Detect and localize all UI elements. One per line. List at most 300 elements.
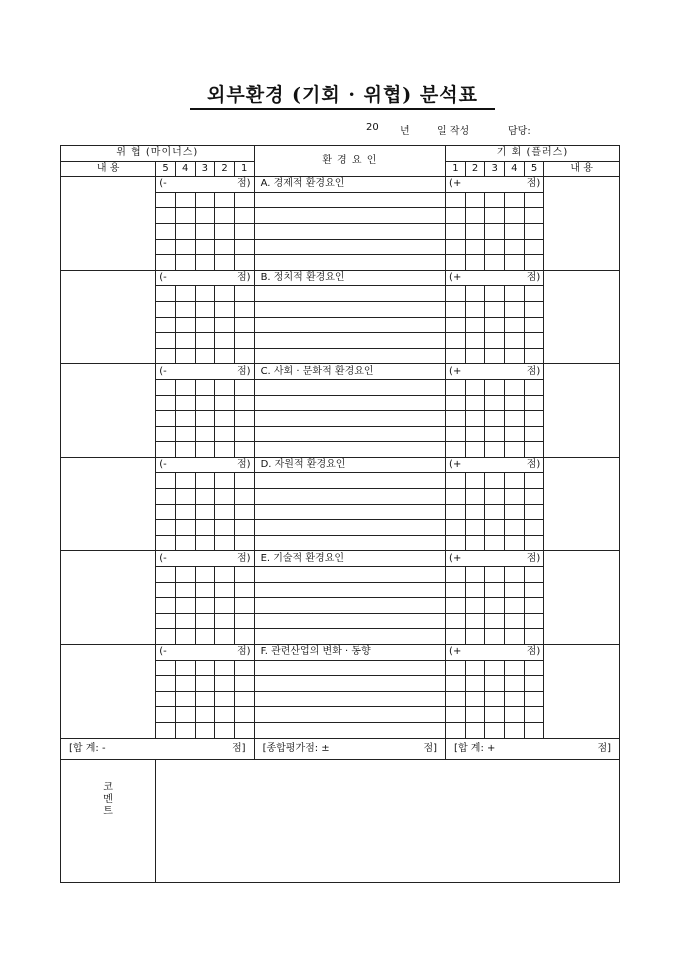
opp-score-cell[interactable] [505,208,525,224]
opp-score-cell[interactable] [524,255,544,271]
opp-score-cell[interactable] [446,286,466,302]
threat-score-cell[interactable] [234,567,254,583]
opp-score-cell[interactable] [465,473,485,489]
opp-score-cell[interactable] [465,255,485,271]
factor-item-cell[interactable] [254,567,445,583]
factor-item-cell[interactable] [254,255,445,271]
factor-item-cell[interactable] [254,691,445,707]
threat-score-cell[interactable] [156,473,176,489]
opp-score-cell[interactable] [446,567,466,583]
threat-content-cell[interactable] [61,645,156,739]
opp-score-cell[interactable] [524,379,544,395]
threat-score-cell[interactable] [195,520,215,536]
threat-score-cell[interactable] [195,333,215,349]
opp-score-cell[interactable] [505,489,525,505]
threat-score-cell[interactable] [234,489,254,505]
threat-score-cell[interactable] [175,535,195,551]
factor-item-cell[interactable] [254,333,445,349]
opp-score-cell[interactable] [446,722,466,738]
threat-score-cell[interactable] [234,442,254,458]
opp-score-cell[interactable] [485,582,505,598]
opp-score-cell[interactable] [524,691,544,707]
opp-score-cell[interactable] [485,691,505,707]
opp-score-cell[interactable] [465,535,485,551]
opp-score-cell[interactable] [524,223,544,239]
threat-score-cell[interactable] [195,660,215,676]
opp-score-cell[interactable] [485,613,505,629]
opportunity-content-cell[interactable] [544,364,620,458]
threat-score-cell[interactable] [195,208,215,224]
threat-score-cell[interactable] [156,676,176,692]
opp-score-cell[interactable] [505,567,525,583]
opp-score-cell[interactable] [446,255,466,271]
threat-score-cell[interactable] [215,255,235,271]
opp-score-cell[interactable] [485,722,505,738]
factor-item-cell[interactable] [254,442,445,458]
comment-area[interactable] [156,759,620,882]
opp-score-cell[interactable] [446,333,466,349]
threat-score-cell[interactable] [195,317,215,333]
opp-score-cell[interactable] [524,535,544,551]
opp-score-cell[interactable] [446,239,466,255]
opp-score-cell[interactable] [524,395,544,411]
threat-score-cell[interactable] [215,520,235,536]
threat-score-cell[interactable] [195,426,215,442]
threat-score-cell[interactable] [175,333,195,349]
threat-score-cell[interactable] [175,613,195,629]
opp-score-cell[interactable] [485,208,505,224]
opp-score-cell[interactable] [524,301,544,317]
threat-score-cell[interactable] [175,567,195,583]
threat-score-cell[interactable] [175,598,195,614]
threat-score-cell[interactable] [156,489,176,505]
opp-score-cell[interactable] [446,489,466,505]
threat-score-cell[interactable] [175,722,195,738]
factor-item-cell[interactable] [254,722,445,738]
threat-score-cell[interactable] [195,613,215,629]
opp-score-cell[interactable] [446,411,466,427]
opp-score-cell[interactable] [465,504,485,520]
threat-score-cell[interactable] [156,613,176,629]
opp-score-cell[interactable] [505,613,525,629]
opp-score-cell[interactable] [524,613,544,629]
threat-score-cell[interactable] [215,722,235,738]
opportunity-content-cell[interactable] [544,270,620,364]
threat-score-cell[interactable] [175,489,195,505]
opp-score-cell[interactable] [485,379,505,395]
threat-score-cell[interactable] [156,520,176,536]
opp-score-cell[interactable] [485,317,505,333]
threat-score-cell[interactable] [215,473,235,489]
threat-score-cell[interactable] [234,520,254,536]
threat-score-cell[interactable] [156,301,176,317]
factor-item-cell[interactable] [254,660,445,676]
threat-score-cell[interactable] [195,567,215,583]
threat-score-cell[interactable] [234,317,254,333]
opp-score-cell[interactable] [524,520,544,536]
opp-score-cell[interactable] [465,629,485,645]
opp-score-cell[interactable] [465,333,485,349]
threat-score-cell[interactable] [215,286,235,302]
threat-score-cell[interactable] [234,722,254,738]
threat-score-cell[interactable] [195,504,215,520]
opp-score-cell[interactable] [524,239,544,255]
threat-score-cell[interactable] [215,395,235,411]
threat-content-cell[interactable] [61,270,156,364]
threat-score-cell[interactable] [215,707,235,723]
threat-score-cell[interactable] [156,504,176,520]
threat-score-cell[interactable] [156,379,176,395]
opp-score-cell[interactable] [485,426,505,442]
threat-score-cell[interactable] [156,192,176,208]
factor-item-cell[interactable] [254,286,445,302]
threat-score-cell[interactable] [215,317,235,333]
opp-score-cell[interactable] [485,598,505,614]
threat-score-cell[interactable] [156,317,176,333]
threat-score-cell[interactable] [195,442,215,458]
opp-score-cell[interactable] [465,301,485,317]
threat-score-cell[interactable] [156,239,176,255]
opp-score-cell[interactable] [446,395,466,411]
threat-score-cell[interactable] [234,239,254,255]
threat-score-cell[interactable] [195,301,215,317]
opp-score-cell[interactable] [446,504,466,520]
threat-score-cell[interactable] [175,379,195,395]
threat-score-cell[interactable] [175,520,195,536]
threat-score-cell[interactable] [156,707,176,723]
threat-score-cell[interactable] [175,395,195,411]
opportunity-content-cell[interactable] [544,551,620,645]
factor-item-cell[interactable] [254,473,445,489]
threat-score-cell[interactable] [175,208,195,224]
opp-score-cell[interactable] [524,598,544,614]
threat-content-cell[interactable] [61,177,156,271]
threat-score-cell[interactable] [175,582,195,598]
opp-score-cell[interactable] [446,192,466,208]
opp-score-cell[interactable] [465,691,485,707]
threat-score-cell[interactable] [156,255,176,271]
threat-score-cell[interactable] [175,348,195,364]
opp-score-cell[interactable] [446,582,466,598]
threat-score-cell[interactable] [175,676,195,692]
opp-score-cell[interactable] [505,239,525,255]
factor-item-cell[interactable] [254,317,445,333]
opp-score-cell[interactable] [465,223,485,239]
threat-score-cell[interactable] [195,379,215,395]
opp-score-cell[interactable] [485,676,505,692]
opp-score-cell[interactable] [465,348,485,364]
threat-score-cell[interactable] [175,426,195,442]
threat-score-cell[interactable] [215,348,235,364]
opp-score-cell[interactable] [505,504,525,520]
opp-score-cell[interactable] [446,442,466,458]
opp-score-cell[interactable] [446,223,466,239]
opp-score-cell[interactable] [485,567,505,583]
opp-score-cell[interactable] [446,348,466,364]
opp-score-cell[interactable] [465,722,485,738]
threat-score-cell[interactable] [215,567,235,583]
threat-score-cell[interactable] [234,395,254,411]
opp-score-cell[interactable] [465,442,485,458]
opp-score-cell[interactable] [505,395,525,411]
opp-score-cell[interactable] [524,722,544,738]
opp-score-cell[interactable] [524,286,544,302]
threat-score-cell[interactable] [215,613,235,629]
threat-score-cell[interactable] [234,192,254,208]
factor-item-cell[interactable] [254,208,445,224]
opp-score-cell[interactable] [485,473,505,489]
factor-item-cell[interactable] [254,520,445,536]
threat-score-cell[interactable] [175,473,195,489]
threat-score-cell[interactable] [156,395,176,411]
threat-score-cell[interactable] [156,208,176,224]
threat-score-cell[interactable] [215,489,235,505]
factor-item-cell[interactable] [254,411,445,427]
opp-score-cell[interactable] [465,707,485,723]
threat-score-cell[interactable] [234,348,254,364]
threat-score-cell[interactable] [156,691,176,707]
factor-item-cell[interactable] [254,192,445,208]
threat-score-cell[interactable] [195,411,215,427]
opp-score-cell[interactable] [505,691,525,707]
opp-score-cell[interactable] [485,411,505,427]
opp-score-cell[interactable] [485,535,505,551]
opp-score-cell[interactable] [446,629,466,645]
opportunity-content-cell[interactable] [544,177,620,271]
opp-score-cell[interactable] [505,286,525,302]
opp-score-cell[interactable] [505,598,525,614]
threat-score-cell[interactable] [234,629,254,645]
opp-score-cell[interactable] [524,411,544,427]
opp-score-cell[interactable] [505,629,525,645]
threat-score-cell[interactable] [175,691,195,707]
opp-score-cell[interactable] [505,676,525,692]
threat-score-cell[interactable] [234,286,254,302]
opp-score-cell[interactable] [524,442,544,458]
factor-item-cell[interactable] [254,239,445,255]
threat-score-cell[interactable] [195,255,215,271]
threat-score-cell[interactable] [156,333,176,349]
opportunity-content-cell[interactable] [544,645,620,739]
factor-item-cell[interactable] [254,535,445,551]
threat-score-cell[interactable] [215,629,235,645]
threat-score-cell[interactable] [234,426,254,442]
threat-score-cell[interactable] [215,504,235,520]
threat-score-cell[interactable] [195,473,215,489]
opp-score-cell[interactable] [446,379,466,395]
threat-score-cell[interactable] [175,286,195,302]
opp-score-cell[interactable] [446,613,466,629]
opp-score-cell[interactable] [465,208,485,224]
threat-score-cell[interactable] [215,535,235,551]
threat-score-cell[interactable] [215,208,235,224]
threat-score-cell[interactable] [175,239,195,255]
opp-score-cell[interactable] [524,426,544,442]
threat-score-cell[interactable] [156,426,176,442]
threat-score-cell[interactable] [195,722,215,738]
threat-score-cell[interactable] [156,567,176,583]
opp-score-cell[interactable] [524,660,544,676]
opp-score-cell[interactable] [505,426,525,442]
threat-score-cell[interactable] [234,333,254,349]
factor-item-cell[interactable] [254,582,445,598]
factor-item-cell[interactable] [254,504,445,520]
threat-score-cell[interactable] [195,691,215,707]
opp-score-cell[interactable] [485,629,505,645]
threat-score-cell[interactable] [195,395,215,411]
opp-score-cell[interactable] [524,567,544,583]
factor-item-cell[interactable] [254,426,445,442]
opp-score-cell[interactable] [505,520,525,536]
threat-score-cell[interactable] [175,504,195,520]
opp-score-cell[interactable] [485,348,505,364]
threat-score-cell[interactable] [195,707,215,723]
threat-score-cell[interactable] [175,301,195,317]
threat-score-cell[interactable] [215,301,235,317]
threat-score-cell[interactable] [234,255,254,271]
opp-score-cell[interactable] [465,660,485,676]
threat-score-cell[interactable] [195,629,215,645]
threat-score-cell[interactable] [156,348,176,364]
factor-item-cell[interactable] [254,489,445,505]
threat-score-cell[interactable] [215,223,235,239]
opp-score-cell[interactable] [465,489,485,505]
opp-score-cell[interactable] [465,286,485,302]
threat-score-cell[interactable] [215,192,235,208]
threat-score-cell[interactable] [215,442,235,458]
factor-item-cell[interactable] [254,395,445,411]
threat-score-cell[interactable] [156,660,176,676]
threat-score-cell[interactable] [175,629,195,645]
opp-score-cell[interactable] [446,520,466,536]
opp-score-cell[interactable] [505,473,525,489]
factor-item-cell[interactable] [254,301,445,317]
opp-score-cell[interactable] [446,317,466,333]
opp-score-cell[interactable] [446,707,466,723]
threat-content-cell[interactable] [61,364,156,458]
factor-item-cell[interactable] [254,223,445,239]
threat-score-cell[interactable] [215,426,235,442]
opportunity-content-cell[interactable] [544,457,620,551]
threat-score-cell[interactable] [234,676,254,692]
threat-content-cell[interactable] [61,551,156,645]
opp-score-cell[interactable] [485,333,505,349]
opp-score-cell[interactable] [446,426,466,442]
threat-score-cell[interactable] [215,333,235,349]
threat-score-cell[interactable] [234,613,254,629]
threat-score-cell[interactable] [175,411,195,427]
threat-score-cell[interactable] [195,223,215,239]
opp-score-cell[interactable] [465,239,485,255]
threat-score-cell[interactable] [175,317,195,333]
threat-score-cell[interactable] [215,239,235,255]
opp-score-cell[interactable] [524,629,544,645]
opp-score-cell[interactable] [465,567,485,583]
opp-score-cell[interactable] [465,317,485,333]
opp-score-cell[interactable] [446,598,466,614]
threat-score-cell[interactable] [195,192,215,208]
threat-score-cell[interactable] [234,535,254,551]
threat-score-cell[interactable] [215,582,235,598]
opp-score-cell[interactable] [505,722,525,738]
threat-score-cell[interactable] [175,707,195,723]
opp-score-cell[interactable] [524,473,544,489]
threat-score-cell[interactable] [215,379,235,395]
opp-score-cell[interactable] [446,676,466,692]
opp-score-cell[interactable] [446,691,466,707]
opp-score-cell[interactable] [485,660,505,676]
opp-score-cell[interactable] [485,442,505,458]
opp-score-cell[interactable] [465,379,485,395]
threat-score-cell[interactable] [195,582,215,598]
opp-score-cell[interactable] [446,473,466,489]
opp-score-cell[interactable] [524,489,544,505]
threat-score-cell[interactable] [175,192,195,208]
opp-score-cell[interactable] [524,317,544,333]
threat-score-cell[interactable] [215,691,235,707]
opp-score-cell[interactable] [505,317,525,333]
opp-score-cell[interactable] [446,301,466,317]
opp-score-cell[interactable] [524,707,544,723]
threat-score-cell[interactable] [234,223,254,239]
threat-score-cell[interactable] [175,442,195,458]
opp-score-cell[interactable] [505,582,525,598]
factor-item-cell[interactable] [254,379,445,395]
opp-score-cell[interactable] [446,535,466,551]
threat-score-cell[interactable] [234,473,254,489]
threat-score-cell[interactable] [156,722,176,738]
factor-item-cell[interactable] [254,613,445,629]
threat-score-cell[interactable] [156,411,176,427]
threat-score-cell[interactable] [156,598,176,614]
threat-score-cell[interactable] [195,535,215,551]
threat-score-cell[interactable] [195,676,215,692]
opp-score-cell[interactable] [505,301,525,317]
threat-score-cell[interactable] [175,223,195,239]
opp-score-cell[interactable] [446,208,466,224]
threat-score-cell[interactable] [234,691,254,707]
opp-score-cell[interactable] [485,255,505,271]
threat-score-cell[interactable] [215,598,235,614]
opp-score-cell[interactable] [485,286,505,302]
threat-score-cell[interactable] [156,629,176,645]
opp-score-cell[interactable] [505,333,525,349]
threat-score-cell[interactable] [195,239,215,255]
opp-score-cell[interactable] [465,192,485,208]
opp-score-cell[interactable] [524,192,544,208]
threat-score-cell[interactable] [234,379,254,395]
opp-score-cell[interactable] [505,348,525,364]
opp-score-cell[interactable] [485,192,505,208]
threat-score-cell[interactable] [234,504,254,520]
opp-score-cell[interactable] [485,223,505,239]
opp-score-cell[interactable] [524,348,544,364]
opp-score-cell[interactable] [485,489,505,505]
threat-score-cell[interactable] [195,489,215,505]
opp-score-cell[interactable] [465,520,485,536]
threat-content-cell[interactable] [61,457,156,551]
opp-score-cell[interactable] [465,676,485,692]
opp-score-cell[interactable] [505,255,525,271]
opp-score-cell[interactable] [485,504,505,520]
threat-score-cell[interactable] [175,255,195,271]
threat-score-cell[interactable] [156,223,176,239]
threat-score-cell[interactable] [195,598,215,614]
threat-score-cell[interactable] [215,411,235,427]
opp-score-cell[interactable] [485,395,505,411]
opp-score-cell[interactable] [465,411,485,427]
opp-score-cell[interactable] [505,442,525,458]
